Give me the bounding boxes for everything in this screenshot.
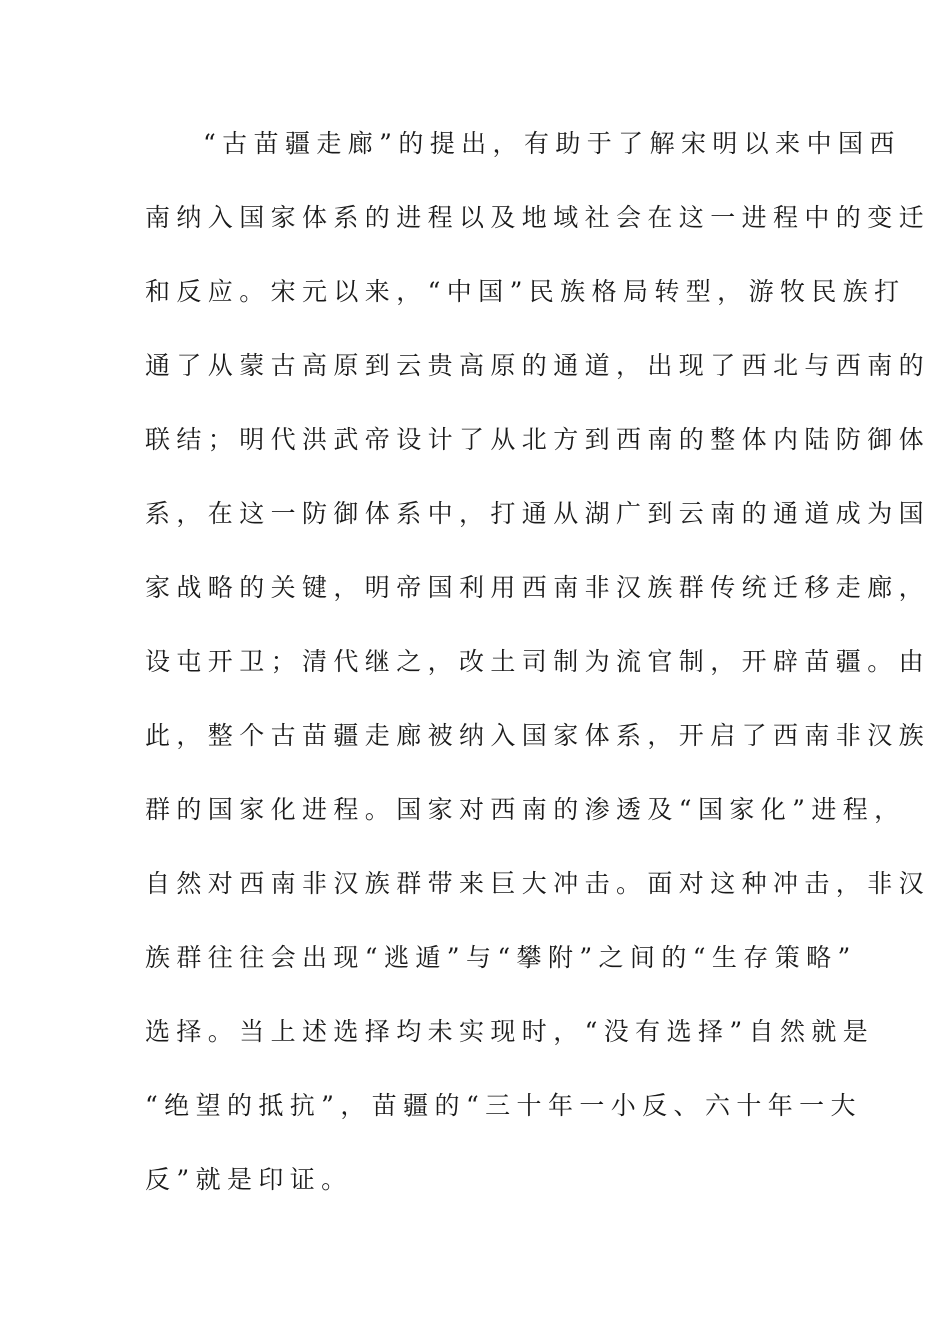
paragraph-line-14: “绝望的抵抗”，苗疆的“三十年一小反、六十年一大 xyxy=(145,1091,862,1120)
paragraph-line-4: 通了从蒙古高原到云贵高原的通道，出现了西北与西南的 xyxy=(145,351,931,380)
paragraph-line-6: 系，在这一防御体系中，打通从湖广到云南的通道成为国 xyxy=(145,499,931,528)
paragraph-line-8: 设屯开卫；清代继之，改土司制为流官制，开辟苗疆。由 xyxy=(145,647,931,676)
body-paragraph xyxy=(145,123,931,1233)
paragraph-line-9: 此，整个古苗疆走廊被纳入国家体系，开启了西南非汉族 xyxy=(145,721,931,750)
paragraph-line-10: 群的国家化进程。国家对西南的渗透及“国家化”进程， xyxy=(145,795,906,824)
paragraph-line-2: 南纳入国家体系的进程以及地域社会在这一进程中的变迁 xyxy=(145,203,931,232)
paragraph-line-15: 反”就是印证。 xyxy=(145,1165,353,1194)
paragraph-line-7: 家战略的关键，明帝国利用西南非汉族群传统迁移走廊， xyxy=(145,573,931,602)
paragraph-line-12: 族群往往会出现“逃遁”与“攀附”之间的“生存策略” xyxy=(145,943,857,972)
paragraph-line-3: 和反应。宋元以来，“中国”民族格局转型，游牧民族打 xyxy=(145,277,906,306)
paragraph-line-1: “古苗疆走廊”的提出，有助于了解宋明以来中国西 xyxy=(203,129,901,158)
paragraph-line-5: 联结；明代洪武帝设计了从北方到西南的整体内陆防御体 xyxy=(145,425,931,454)
paragraph-line-13: 选择。当上述选择均未实现时，“没有选择”自然就是 xyxy=(145,1017,875,1046)
paragraph-line-11: 自然对西南非汉族群带来巨大冲击。面对这种冲击，非汉 xyxy=(145,869,931,898)
